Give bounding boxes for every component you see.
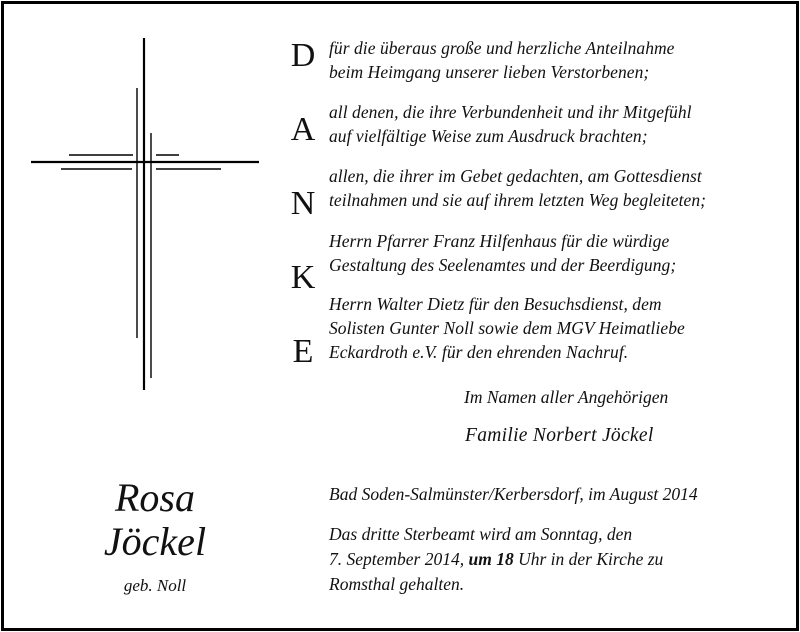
paragraph-line: Solisten Gunter Noll sowie dem MGV Heimatliebe — [329, 318, 685, 338]
deceased-first-name: Rosa — [115, 475, 195, 520]
note-line-1: Das dritte Sterbeamt wird am Sonntag, den — [329, 524, 633, 544]
signature-family: Familie Norbert Jöckel — [465, 425, 654, 446]
signature-intro: Im Namen aller Angehörigen — [464, 387, 669, 407]
paragraph-line: Gestaltung des Seelenamtes und der Beerdigung; — [329, 255, 677, 275]
note-date: 7. September 2014, — [329, 549, 469, 569]
place-date: Bad Soden-Salmünster/Kerbersdorf, im August 2014 — [329, 484, 698, 504]
paragraph-2 — [329, 100, 692, 148]
danke-letter-n: N — [290, 185, 316, 222]
danke-letter-e: E — [292, 333, 314, 370]
deceased-last-name: Jöckel — [103, 519, 207, 564]
danke-letter-d: D — [290, 37, 316, 74]
paragraph-line: allen, die ihrer im Gebet gedachten, am Gottesdienst — [329, 166, 702, 186]
mass-note — [329, 522, 663, 597]
paragraph-line: teilnahmen und sie auf ihrem letzten Weg begleiteten; — [329, 190, 707, 210]
paragraph-line: beim Heimgang unserer lieben Verstorbenen; — [329, 62, 650, 82]
danke-letter-k: K — [290, 259, 316, 296]
note-time: um 18 — [468, 549, 514, 569]
paragraph-3 — [329, 164, 706, 212]
paragraph-line: Herrn Pfarrer Franz Hilfenhaus für die würdige — [329, 231, 670, 251]
note-location: Uhr in der Kirche zu — [513, 549, 664, 569]
paragraph-line: Eckardroth e.V. für den ehrenden Nachruf. — [329, 342, 629, 362]
paragraph-5 — [329, 292, 685, 364]
paragraph-4 — [329, 229, 676, 277]
paragraph-line: all denen, die ihre Verbundenheit und ihr Mitgefühl — [329, 102, 692, 122]
paragraph-line: Herrn Walter Dietz für den Besuchsdienst, dem — [329, 294, 662, 314]
deceased-maiden-name: geb. Noll — [123, 576, 187, 595]
paragraph-1 — [329, 36, 675, 84]
danke-letter-a: A — [290, 111, 316, 148]
note-line-2 — [329, 547, 663, 572]
cross-icon — [31, 38, 259, 390]
note-line-3: Romsthal gehalten. — [329, 574, 465, 594]
paragraph-line: für die überaus große und herzliche Anteilnahme — [329, 38, 675, 58]
paragraph-line: auf vielfältige Weise zum Ausdruck brachten; — [329, 126, 648, 146]
